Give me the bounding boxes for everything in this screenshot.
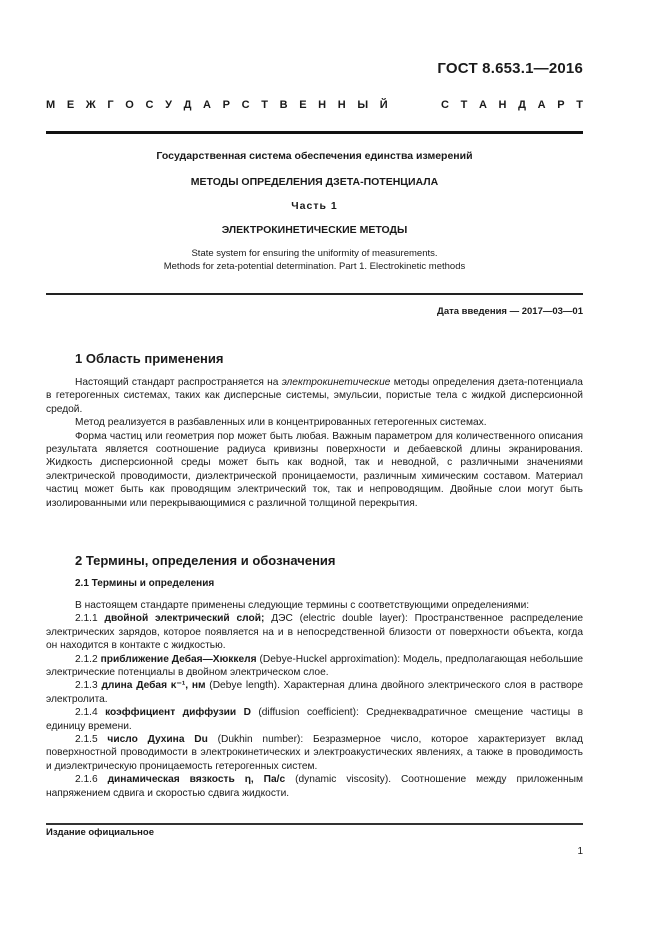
banner-letter: С [440,99,449,111]
text: Настоящий стандарт распространяется на [75,377,282,388]
header-divider [46,131,583,134]
term-name: число Духина Du [107,734,208,746]
banner-letter: Н [337,99,346,111]
term-number: 2.1.4 [75,707,106,719]
banner-letter: Й [379,99,388,111]
paragraph: В настоящем стандарте применены следующие термины с соответствующими определениями: [75,600,530,611]
paragraph: Форма частиц или геометрия пор может быть любая. Важным параметром для количественного описания результата является соотношение радиуса кривизны поверхности и дебаевской длины экранирования. Жидкость дисперсионной среды может быть как водной, так и неводной, с различными значениями электрической проводимости, диэлектрической проницаемости, различным химическим составом. Материал частиц может быть как проводящим электрический ток, так и непроводящим. Двойные слои могут быть изолированными или перекрывающимися с различной толщиной перекрытия. [46,430,583,509]
main-title: МЕТОДЫ ОПРЕДЕЛЕНИЯ ДЗЕТА-ПОТЕНЦИАЛА [190,176,439,188]
subsection-heading: 2.1 Термины и определения [75,578,215,589]
banner-gap [399,99,429,111]
text: методы определения дзета-потенциала в гетерогенных системах, таких как дисперсные системы, эмульсии, пористые тела с жидкой дисперсионной средой. [46,377,583,415]
english-title-line-1: State system for ensuring the uniformity of measurements. [191,248,438,259]
term-entry [46,773,583,800]
term-definition: ДЭС (electric double layer): Пространственное распределение электрических зарядов, которое появляется на и в непосредственной близости от поверхности объекта, когда он находится в контакте с жидкостью. [46,613,584,652]
part-title: Часть 1 [291,200,338,212]
banner-letter: Т [460,99,468,111]
edition-note: Издание официальное [46,827,154,838]
section-2-heading: 2 Термины, определения и обозначения [75,553,336,568]
intro-date: Дата введения — 2017—03—01 [437,306,583,317]
banner-letter: А [478,99,487,111]
term-number: 2.1.1 [75,613,105,625]
term-definition: (Debye length). Характерная длина двойного электрического слоя в растворе электролита. [46,680,583,705]
banner-letter: С [241,99,250,111]
banner-letter: Е [299,99,307,111]
banner-letter: О [125,99,134,111]
banner-letter: Г [107,99,114,111]
term-name: двойной электрический слой; [104,613,265,625]
section-1-heading: 1 Область применения [75,351,224,366]
term-name: длина Дебая κ⁻¹, нм [101,680,206,692]
term-number: 2.1.3 [75,680,102,692]
banner-letter: С [145,99,154,111]
term-definition: (diffusion coefficient): Среднеквадратичное смещение частицы в единицу времени. [46,707,584,732]
page-number: 1 [577,846,583,857]
subtitle: ЭЛЕКТРОКИНЕТИЧЕСКИЕ МЕТОДЫ [221,224,408,236]
banner-letter: А [203,99,211,111]
banner-letter: В [279,99,288,111]
banner-letter: Н [318,99,327,111]
document-code: ГОСТ 8.653.1—2016 [437,60,583,77]
term-entry [46,733,583,773]
term-name: приближение Дебая—Хюккеля [100,653,257,665]
paragraph: Метод реализуется в разбавленных или в концентрированных гетерогенных системах. [75,417,487,429]
paragraph [46,376,583,416]
term-definition: (dynamic viscosity). Соотношение между приложенным напряжением сдвига и скоростью сдвига жидкости. [46,774,583,799]
banner-letter: Ж [85,99,96,111]
term-entry [46,706,583,733]
term-entry [46,679,583,706]
term-definition: (Dukhin number): Безразмерное число, которое характеризует вклад поверхностной проводимости в электрокинетических и электроакустических явлениях, а также в проводимость и диэлектрическую проницаемость гетерогенных систем. [46,734,583,772]
banner-letter: А [537,99,546,111]
english-title [46,247,583,273]
banner-letter: Р [222,99,230,111]
term-name: динамическая вязкость η, Па/с [107,774,286,786]
term-definition: (Debye-Huckel approximation): Модель, предполагающая небольшие электрические потенциалы в двойном электрическом слое. [46,653,583,679]
term-number: 2.1.5 [75,734,108,746]
banner-letter: Р [557,99,565,111]
banner-letter: У [165,99,172,111]
term-name: коэффициент диффузии D [105,707,251,719]
footer-divider [46,823,583,825]
system-title: Государственная система обеспечения единства измерений [156,150,473,162]
term-number: 2.1.6 [75,774,108,786]
banner-letter: Т [261,99,268,111]
banner-letter: М [46,99,56,111]
banner-letter: Е [66,99,75,111]
emphasis: электрокинетические [281,377,391,388]
english-title-line-2: Methods for zeta-potential determination. Part 1. Electrokinetic methods [163,261,466,272]
title-divider [46,293,583,295]
banner-letter: Н [498,99,507,111]
banner-letter: Ы [357,99,369,111]
banner-letter: Т [576,99,583,111]
section-2-body [46,599,583,800]
banner-letter: Д [183,99,192,111]
banner-letter: Д [518,99,526,111]
standard-type-banner [46,99,583,111]
term-entry [46,653,583,680]
section-1-body [46,376,583,510]
term-number: 2.1.2 [75,653,101,665]
term-entry [46,612,583,652]
